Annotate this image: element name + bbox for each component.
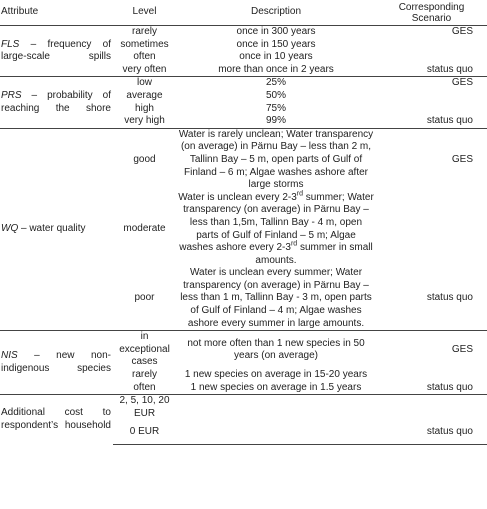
table-row (0, 128, 487, 191)
description-cell: 1 new species on average in 1.5 years (190, 381, 362, 393)
description-cell: once in 150 years (236, 38, 316, 50)
level-cell: 0 EUR (113, 420, 176, 445)
attribute-cost: Additional cost to respondent’s household (0, 395, 113, 445)
description-cell: 25% (176, 77, 376, 90)
description-cell: 50% (265, 89, 286, 101)
scenario-cell (376, 395, 487, 421)
description-cell: more than once in 2 years (218, 63, 334, 75)
scenario-cell: status quo (426, 63, 473, 75)
level-cell: moderate (123, 223, 166, 235)
scenario-cell: GES (376, 331, 487, 369)
description-cell (176, 395, 376, 421)
level-cell: very high (124, 115, 165, 127)
description-cell: not more often than 1 new species in 50 years (on average) (176, 331, 376, 369)
level-cell: average (126, 89, 163, 101)
header-attribute: Attribute (0, 0, 113, 26)
attribute-prs: PRS – probability of reaching the shore (0, 77, 113, 128)
scenario-cell: status quo (426, 292, 473, 304)
description-cell: once in 300 years (176, 26, 376, 39)
level-cell: rarely (113, 26, 176, 39)
scenario-cell: GES (376, 77, 487, 90)
level-cell: high (135, 102, 154, 114)
table-row (0, 331, 487, 369)
table-row (0, 395, 487, 421)
scenario-cell: status quo (426, 115, 473, 127)
description-cell: once in 10 years (239, 51, 313, 63)
scenario-cell (376, 103, 487, 116)
scenario-cell (376, 369, 487, 382)
level-cell: low (113, 77, 176, 90)
attribute-nis: NIS – new non-indigenous species (0, 331, 113, 395)
attribute-wq: WQ – water quality (0, 128, 113, 331)
scenario-cell (376, 90, 487, 103)
description-cell: Water is rarely unclean; Water transparency (on average) in Pärnu Bay – less than 2 m, Tallinn Bay – 5 m, open parts of Gulf of Finland – 6 m; Algae washes ashore after large storms (176, 128, 376, 191)
scenario-cell (376, 192, 487, 268)
level-cell: very often (122, 63, 167, 75)
header-description: Description (176, 0, 376, 26)
level-cell: good (113, 128, 176, 191)
scenario-cell (376, 51, 487, 64)
level-cell: often (133, 381, 156, 393)
description-cell: 1 new species on average in 15-20 years (184, 369, 368, 381)
description-cell: Water is unclean every 2-3rd summer; Water transparency (on average) in Pärnu Bay – less than 1,5m, Tallinn Bay - 4 m, open parts of Gulf of Finland – 5 m; Algae washes ashore every 2-3rd summer in small amounts. (178, 190, 374, 266)
level-cell: often (133, 51, 156, 63)
scenario-cell: GES (376, 26, 487, 39)
description-cell (176, 420, 376, 445)
header-row (0, 0, 487, 26)
level-cell: in exceptional cases (113, 331, 176, 369)
scenario-cell (376, 39, 487, 52)
level-cell: sometimes (120, 38, 169, 50)
description-cell: 99% (265, 115, 286, 127)
table-row (0, 77, 487, 90)
scenario-cell: status quo (426, 381, 473, 393)
scenario-cell: GES (376, 128, 487, 191)
table-row (0, 26, 487, 39)
description-cell: 75% (265, 102, 286, 114)
level-cell: poor (134, 292, 155, 304)
attribute-fls: FLS – frequency of large-scale spills (0, 26, 113, 77)
level-cell: rarely (131, 369, 157, 381)
scenario-cell: status quo (376, 420, 487, 445)
header-scenario: Corresponding Scenario (376, 0, 487, 26)
level-cell: 2, 5, 10, 20 EUR (113, 395, 176, 421)
header-level: Level (113, 0, 176, 26)
description-cell: Water is unclean every summer; Water transparency (on average) in Pärnu Bay – less than 1 m, Tallinn Bay - 3 m, open parts of Gulf of Finland – 4 m; Algae washes ashore every summer in large amounts. (180, 267, 372, 329)
